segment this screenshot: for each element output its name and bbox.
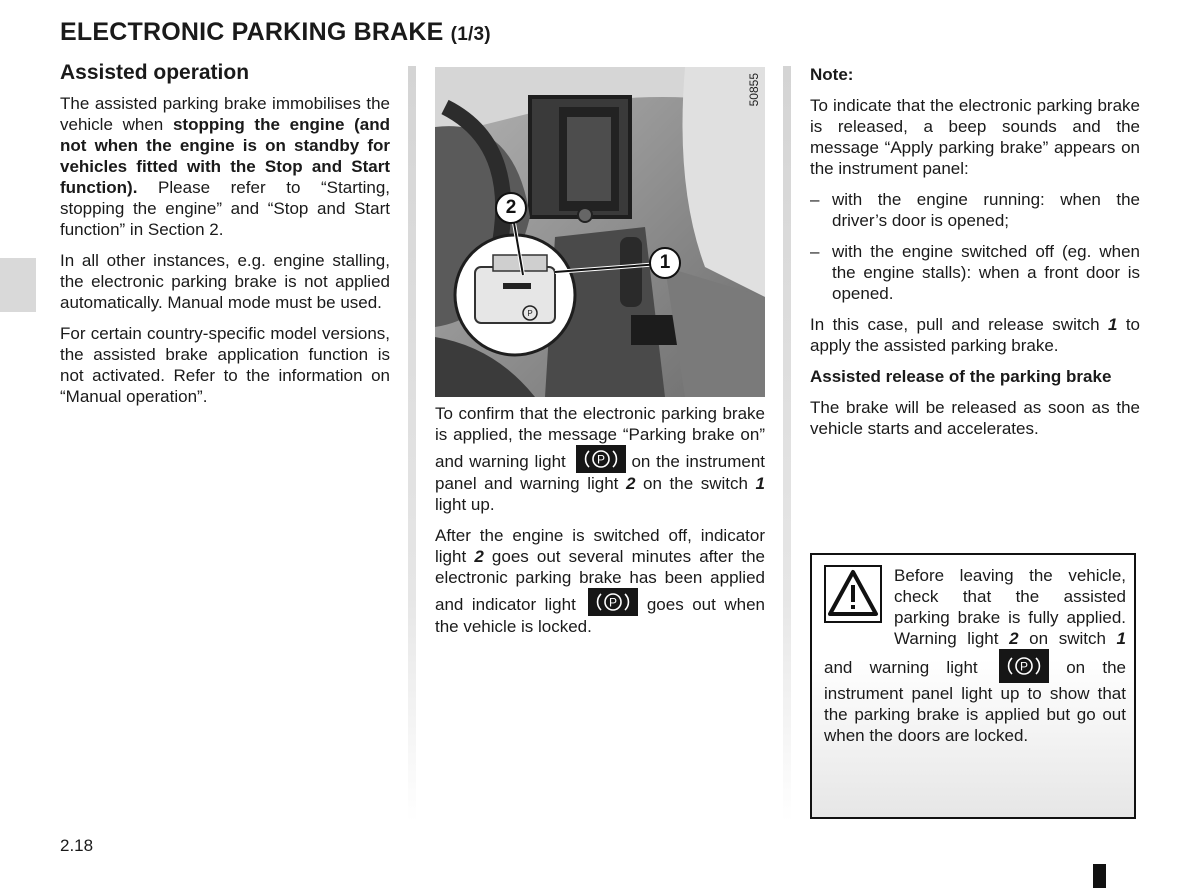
text: goes out when the vehicle is locked. [435,595,765,636]
page-title [60,18,491,47]
text: on the instrument panel and warning light [435,452,766,493]
callout-1: 1 [649,247,681,279]
callout-2: 2 [495,192,527,224]
svg-text:P: P [609,595,618,610]
paragraph [810,314,1140,356]
column-divider [783,66,791,822]
bullet-list [810,189,1140,304]
paragraph: In all other instances, e.g. engine stalling, the electronic parking brake is not applied automatically. Manual mode must be used. [60,251,390,312]
paragraph: The brake will be released as soon as the vehicle starts and accelerates. [810,398,1140,438]
note-label: Note: [810,65,854,84]
dashboard-illustration [435,67,765,397]
parking-brake-warning-icon [588,588,638,616]
left-column [60,62,390,417]
paragraph [60,93,390,240]
bold-text: stopping the engine (and not when the engine is on standby for vehicles fitted with the Stop and Start function). [60,115,390,197]
text: goes out several minutes after the electronic parking brake has been applied and indicator light [435,547,765,614]
paragraph: To indicate that the electronic parking brake is released, a beep sounds and the message “Apply parking brake” appears on the instrument panel: [810,96,1140,178]
list-item: – with the engine running: when the driver’s door is opened; [810,189,1140,231]
paragraph [824,565,1126,746]
paragraph [435,525,765,637]
text: To confirm that the electronic parking brake is applied, the message “Parking brake on” and warning light [435,404,765,471]
text: on the instrument panel light up to show that the parking brake is applied but go out when the doors are locked. [824,658,1126,745]
svg-text:P: P [1019,659,1028,674]
ref-number: 1 [1116,629,1127,648]
section-tab [0,258,36,312]
page-part: (1/3) [450,24,491,45]
text: to apply the assisted parking brake. [810,315,1140,355]
text: Before leaving the vehicle, check that the assisted parking brake is fully applied. Warning light [894,566,1126,648]
page-edge-mark [1093,864,1106,888]
parking-brake-warning-icon [999,649,1049,683]
list-item: – with the engine switched off (eg. when the engine stalls): when a front door is opened. [810,241,1140,304]
subheading: Assisted release of the parking brake [810,367,1112,386]
ref-number: 2 [474,547,484,566]
text: light up. [435,495,495,514]
right-column [810,64,1140,449]
ref-number: 1 [1107,315,1118,334]
photo-reference-code: 50855 [747,73,761,107]
text: and warning light [824,658,978,677]
svg-text:P: P [596,452,605,467]
page-title-text: ELECTRONIC PARKING BRAKE [60,18,444,46]
text: on switch [1018,629,1117,648]
text: The assisted parking brake immobilises the vehicle when [60,94,390,134]
ref-number: 1 [755,474,765,493]
paragraph [435,403,765,515]
middle-column [435,403,765,647]
text: In this case, pull and release switch [810,315,1108,334]
warning-text [824,565,1126,746]
page-number: 2.18 [60,836,94,855]
column-divider [408,66,416,822]
ref-number: 2 [625,474,636,493]
paragraph: For certain country-specific model versions, the assisted brake application function is not activated. Refer to the information on “Manual operation”. [60,324,390,406]
section-heading: Assisted operation [60,61,250,84]
text: on the switch [635,474,756,493]
dashboard-photo [435,67,765,397]
ref-number: 2 [1009,629,1019,648]
text: Please refer to “Starting, stopping the engine” and “Stop and Start function” in Section 2. [60,178,390,239]
text: After the engine is switched off, indicator light [435,526,765,566]
svg-text:P: P [527,309,533,318]
parking-brake-warning-icon [576,445,626,473]
warning-box [810,553,1136,819]
